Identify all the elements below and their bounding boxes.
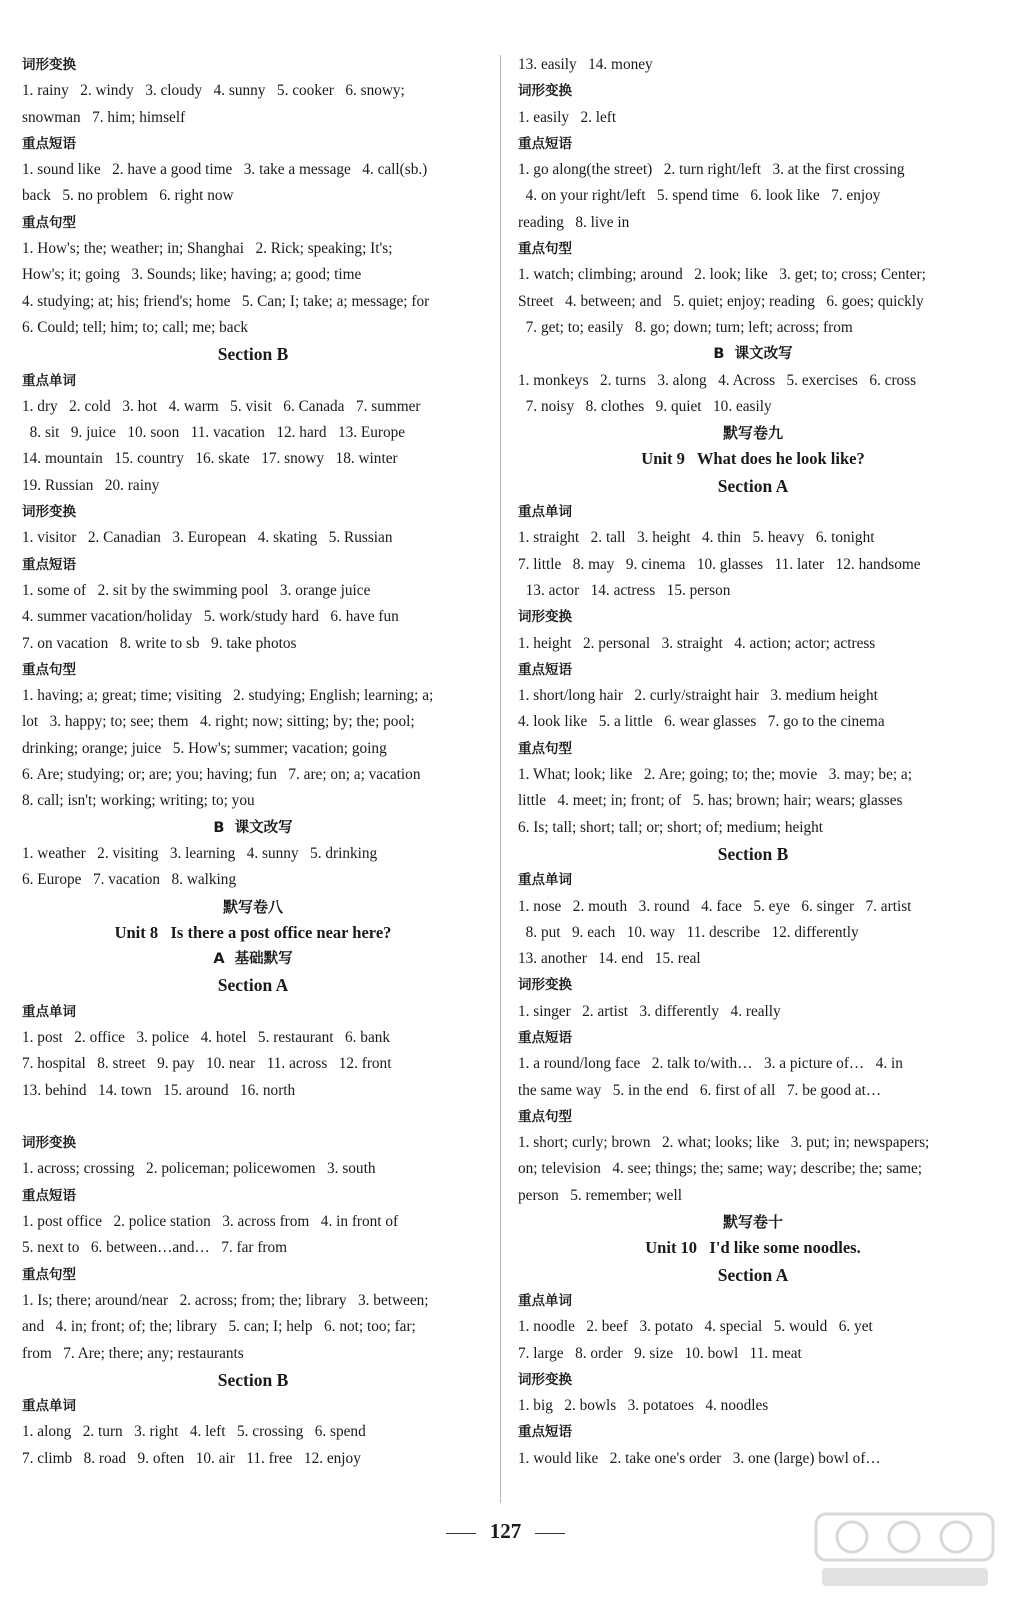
text-line: 5. next to 6. between…and… 7. far from <box>22 1239 288 1257</box>
text-line: 8. put 9. each 10. way 11. describe 12. differently <box>518 923 859 941</box>
text-line: 1. monkeys 2. turns 3. along 4. Across 5. exercises 6. cross <box>518 371 917 389</box>
text-line: 6. Is; tall; short; tall; or; short; of; medium; height <box>518 818 824 836</box>
text-line: 6. Are; studying; or; are; you; having; fun 7. are; on; a; vacation <box>22 766 421 784</box>
section-title: Section A <box>217 975 289 996</box>
text-line: 1. sound like 2. have a good time 3. take a message 4. call(sb.) <box>22 161 428 179</box>
block-heading: 重点句型 <box>518 241 572 258</box>
paper-title: 默写卷八 <box>222 897 283 916</box>
block-heading: 重点单词 <box>518 1292 572 1309</box>
block-heading: 重点单词 <box>22 1398 76 1415</box>
block-heading: 词形变换 <box>22 504 76 521</box>
block-heading: 重点句型 <box>518 740 572 757</box>
block-heading: 词形变换 <box>518 83 572 100</box>
block-heading: 重点单词 <box>22 1003 76 1020</box>
text-line: 7. large 8. order 9. size 10. bowl 11. meat <box>518 1344 802 1362</box>
text-line: 19. Russian 20. rainy <box>22 476 160 494</box>
text-line: drinking; orange; juice 5. How's; summer; vacation; going <box>22 739 387 757</box>
section-title: Section B <box>217 344 289 365</box>
text-line: 1. across; crossing 2. policeman; policewomen 3. south <box>22 1160 376 1178</box>
text-line: 1. having; a; great; time; visiting 2. studying; English; learning; a; <box>22 687 434 705</box>
column-divider <box>500 55 501 1503</box>
section-title: Section B <box>217 1369 289 1390</box>
text-line: little 4. meet; in; front; of 5. has; brown; hair; wears; glasses <box>518 792 903 810</box>
text-line: 8. sit 9. juice 10. soon 11. vacation 12. hard 13. Europe <box>22 424 406 442</box>
section-title: Section A <box>717 475 789 496</box>
block-heading: 重点句型 <box>22 1266 76 1283</box>
subsection-title: B 课文改写 <box>213 819 293 836</box>
unit-title: Unit 8 Is there a post office near here? <box>114 922 392 942</box>
block-heading: 重点单词 <box>22 372 76 389</box>
text-line: 4. studying; at; his; friend's; home 5. Can; I; take; a; message; for <box>22 292 430 310</box>
text-line: 1. some of 2. sit by the swimming pool 3. orange juice <box>22 581 371 599</box>
page-number-text: 127 <box>489 1519 522 1543</box>
text-line: from 7. Are; there; any; restaurants <box>22 1344 244 1362</box>
block-heading: 重点短语 <box>22 135 76 152</box>
text-line: 6. Could; tell; him; to; call; me; back <box>22 318 249 336</box>
text-line: 1. post 2. office 3. police 4. hotel 5. restaurant 6. bank <box>22 1028 391 1046</box>
text-line: 8. call; isn't; working; writing; to; you <box>22 792 255 810</box>
text-line: 1. dry 2. cold 3. hot 4. warm 5. visit 6. Canada 7. summer <box>22 397 421 415</box>
text-line: 1. short; curly; brown 2. what; looks; like 3. put; in; newspapers; <box>518 1134 930 1152</box>
text-line: 13. another 14. end 15. real <box>518 950 701 968</box>
section-title: Section B <box>717 843 789 864</box>
text-line: 1. singer 2. artist 3. differently 4. really <box>518 1002 781 1020</box>
subsection-title: A 基础默写 <box>213 951 293 968</box>
text-line: 1. rainy 2. windy 3. cloudy 4. sunny 5. cooker 6. snowy; <box>22 82 405 100</box>
text-line: 1. watch; climbing; around 2. look; like 3. get; to; cross; Center; <box>518 266 926 284</box>
text-line: 7. hospital 8. street 9. pay 10. near 11. across 12. front <box>22 1055 392 1073</box>
block-heading: 重点句型 <box>22 214 76 231</box>
text-line: 6. Europe 7. vacation 8. walking <box>22 871 237 889</box>
block-heading: 重点短语 <box>518 1029 572 1046</box>
text-line: 1. noodle 2. beef 3. potato 4. special 5. would 6. yet <box>518 1318 873 1336</box>
unit-title: Unit 10 I'd like some noodles. <box>645 1238 861 1258</box>
block-heading: 重点短语 <box>22 1187 76 1204</box>
text-line: 1. short/long hair 2. curly/straight hair 3. medium height <box>518 687 878 705</box>
text-line: back 5. no problem 6. right now <box>22 187 234 205</box>
block-heading: 重点单词 <box>518 872 572 889</box>
text-line: reading 8. live in <box>518 213 630 231</box>
page-number-dash-right <box>535 1533 565 1534</box>
text-line: 1. easily 2. left <box>518 108 617 126</box>
text-line: 1. along 2. turn 3. right 4. left 5. crossing 6. spend <box>22 1423 366 1441</box>
block-heading: 重点短语 <box>22 556 76 573</box>
subsection-title: B 课文改写 <box>713 346 793 363</box>
text-line: 7. get; to; easily 8. go; down; turn; left; across; from <box>518 318 853 336</box>
block-heading: 词形变换 <box>518 1371 572 1388</box>
section-title: Section A <box>717 1264 789 1285</box>
page-number-dash-left <box>446 1533 476 1534</box>
block-heading: 重点句型 <box>22 661 76 678</box>
block-heading: 重点句型 <box>518 1108 572 1125</box>
block-heading: 词形变换 <box>22 57 76 73</box>
text-line: 1. How's; the; weather; in; Shanghai 2. Rick; speaking; It's; <box>22 240 393 258</box>
block-heading: 词形变换 <box>22 1135 76 1152</box>
text-line: 7. little 8. may 9. cinema 10. glasses 11. later 12. handsome <box>518 555 921 573</box>
text-line: 1. straight 2. tall 3. height 4. thin 5. heavy 6. tonight <box>518 529 875 547</box>
text-line: 7. climb 8. road 9. often 10. air 11. free 12. enjoy <box>22 1449 361 1467</box>
text-line: 1. weather 2. visiting 3. learning 4. sunny 5. drinking <box>22 844 378 862</box>
block-heading: 词形变换 <box>518 977 572 994</box>
text-line: and 4. in; front; of; the; library 5. can; I; help 6. not; too; far; <box>22 1318 416 1336</box>
text-line: 13. behind 14. town 15. around 16. north <box>22 1081 296 1099</box>
text-line: 1. would like 2. take one's order 3. one (large) bowl of… <box>518 1449 881 1467</box>
text-line: 1. big 2. bowls 3. potatoes 4. noodles <box>518 1397 769 1415</box>
right-column <box>518 52 988 1472</box>
text-line: 1. nose 2. mouth 3. round 4. face 5. eye 6. singer 7. artist <box>518 897 912 915</box>
text-line: 1. post office 2. police station 3. across from 4. in front of <box>22 1213 399 1231</box>
text-line: on; television 4. see; things; the; same; way; describe; the; same; <box>518 1160 923 1178</box>
block-heading: 重点短语 <box>518 661 572 678</box>
watermark-logo <box>812 1510 997 1592</box>
block-heading: 重点短语 <box>518 1424 572 1441</box>
paper-title: 默写卷十 <box>722 1213 783 1232</box>
text-line: 13. easily 14. money <box>518 56 653 73</box>
text-line: Street 4. between; and 5. quiet; enjoy; reading 6. goes; quickly <box>518 292 924 310</box>
spacer <box>22 1104 484 1130</box>
text-line: 1. go along(the street) 2. turn right/left 3. at the first crossing <box>518 161 905 179</box>
text-line: 13. actor 14. actress 15. person <box>518 581 731 599</box>
text-line: 1. Is; there; around/near 2. across; from; the; library 3. between; <box>22 1291 429 1309</box>
text-line: snowman 7. him; himself <box>22 108 186 126</box>
text-line: 1. height 2. personal 3. straight 4. action; actor; actress <box>518 634 876 652</box>
text-line: the same way 5. in the end 6. first of all 7. be good at… <box>518 1081 882 1099</box>
block-heading: 重点短语 <box>518 135 572 152</box>
left-column <box>22 52 484 1472</box>
text-line: 4. summer vacation/holiday 5. work/study hard 6. have fun <box>22 608 399 626</box>
block-heading: 词形变换 <box>518 609 572 626</box>
text-line: 7. noisy 8. clothes 9. quiet 10. easily <box>518 397 772 415</box>
text-line: lot 3. happy; to; see; them 4. right; now; sitting; by; the; pool; <box>22 713 415 731</box>
text-line: How's; it; going 3. Sounds; like; having; a; good; time <box>22 266 362 284</box>
text-line: 1. What; look; like 2. Are; going; to; the; movie 3. may; be; a; <box>518 766 912 784</box>
text-line: 1. visitor 2. Canadian 3. European 4. skating 5. Russian <box>22 529 393 547</box>
paper-title: 默写卷九 <box>722 424 783 443</box>
text-line: 1. a round/long face 2. talk to/with… 3. a picture of… 4. in <box>518 1055 903 1073</box>
text-line: person 5. remember; well <box>518 1186 682 1204</box>
block-heading: 重点单词 <box>518 504 572 521</box>
unit-title: Unit 9 What does he look like? <box>641 449 865 469</box>
text-line: 4. on your right/left 5. spend time 6. look like 7. enjoy <box>518 187 881 205</box>
text-line: 4. look like 5. a little 6. wear glasses 7. go to the cinema <box>518 713 885 731</box>
text-line: 14. mountain 15. country 16. skate 17. snowy 18. winter <box>22 450 398 468</box>
text-line: 7. on vacation 8. write to sb 9. take photos <box>22 634 297 652</box>
